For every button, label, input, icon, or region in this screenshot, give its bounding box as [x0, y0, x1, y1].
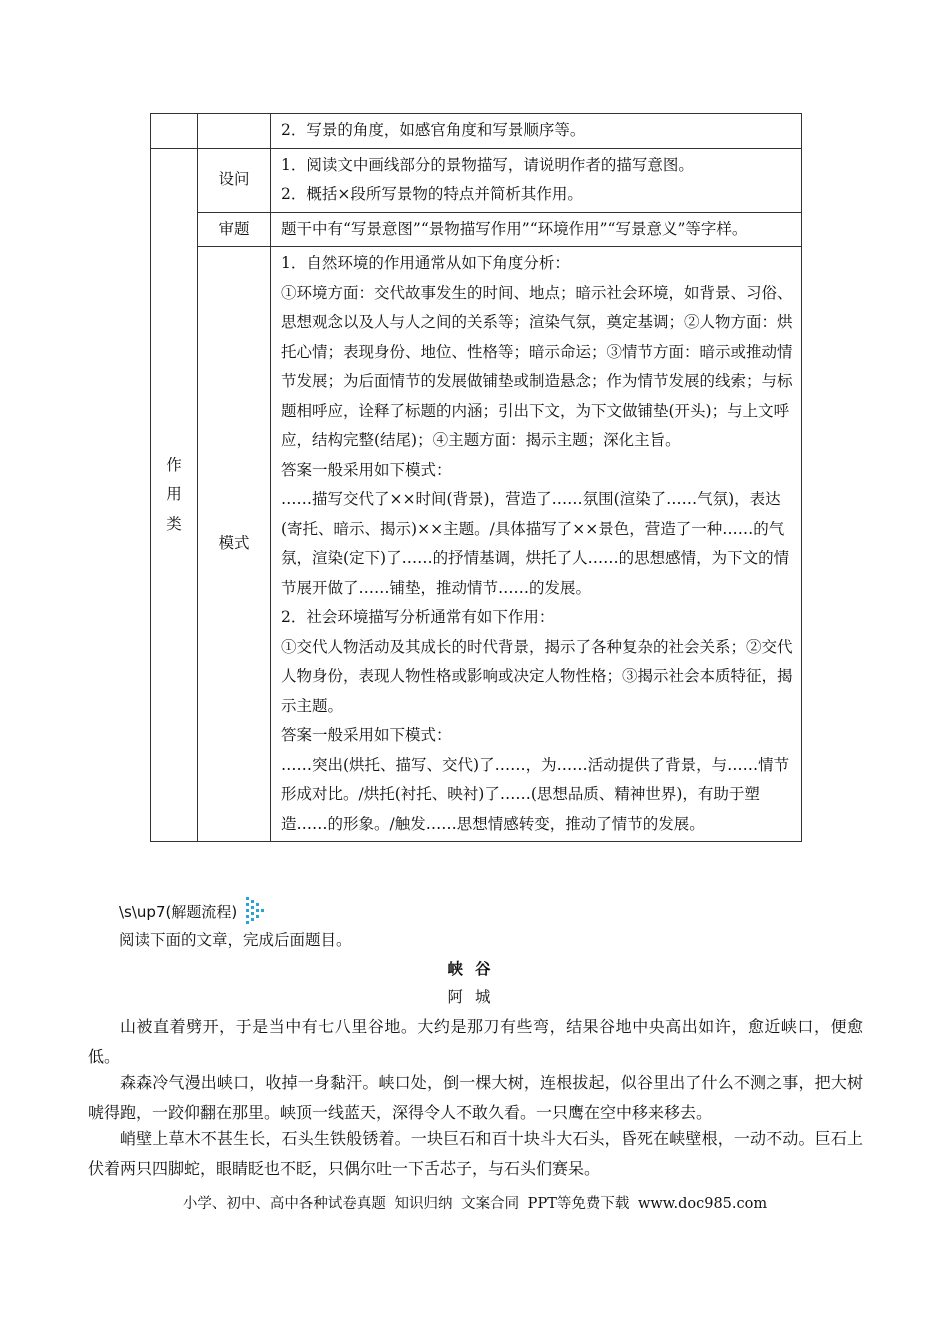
table-row [151, 247, 802, 842]
table-row [151, 114, 802, 149]
question-line: 2．概括×段所写景物的特点并简析其作用。 [281, 185, 583, 203]
table-row [151, 148, 802, 212]
empty-cell [198, 114, 271, 149]
review-cell [271, 212, 802, 247]
story-paragraph: 峭壁上草木不甚生长，石头生铁般锈着。一块巨石和百十块斗大石头，昏死在峡壁根，一动不动。巨石上伏着两只四脚蛇，眼睛眨也不眨，只偶尔吐一下舌芯子，与石头们赛呆。 [88, 1129, 863, 1178]
category-char: 类 [166, 514, 182, 533]
question-line: 1．阅读文中画线部分的景物描写，请说明作者的描写意图。 [281, 155, 694, 174]
pattern-line: 1．自然环境的作用通常从如下角度分析： [281, 254, 570, 272]
table-row [151, 212, 802, 247]
pattern-line: 2．社会环境描写分析通常有如下作用： [281, 608, 555, 626]
category-char: 作 [166, 455, 182, 474]
story-author: 阿城 [447, 988, 503, 1006]
row-label-question: 设问 [198, 148, 271, 212]
pattern-line: ……描写交代了××时间(背景)，营造了……氛围(渲染了……气氛)，表达(寄托、暗示、揭示)××主题。/具体描写了××景色，营造了一种……的气氛，渲染(定下)了……的抒情基调，烘托了人……的思想感情，为下文的情节展开做了……铺垫，推动情节……的发展。 [281, 490, 790, 597]
angle-cell [271, 114, 802, 149]
pattern-line: ①环境方面：交代故事发生的时间、地点；暗示社会环境，如背景、习俗、思想观念以及人与人之间的关系等；渲染气氛，奠定基调；②人物方面：烘托心情；表现身份、地位、性格等；暗示命运；③情节方面：暗示或推动情节发展；为后面情节的发展做铺垫或制造悬念；作为情节发展的线索；与标题相呼应，诠释了标题的内涵；引出下文，为下文做铺垫(开头)；与上文呼应，结构完整(结尾)；④主题方面：揭示主题；深化主旨。 [281, 283, 793, 449]
category-cell [151, 148, 198, 842]
story-paragraph: 山被直着劈开，于是当中有七八里谷地。大约是那刀有些弯，结果谷地中央高出如许，愈近峡口，便愈低。 [88, 1017, 863, 1066]
footer-text: 小学、初中、高中各种试卷真题 知识归纳 文案合同 PPT等免费下载 www.doc985.com [182, 1196, 768, 1212]
flow-label-text: \s\up7(解题流程) [119, 902, 238, 921]
row-label-review: 审题 [198, 212, 271, 247]
chevron-dots-icon [245, 896, 265, 926]
method-table [150, 113, 802, 842]
pattern-line: 答案一般采用如下模式： [281, 460, 452, 479]
pattern-cell [271, 247, 802, 842]
pattern-line: 答案一般采用如下模式： [281, 726, 452, 744]
story-title: 峡谷 [447, 959, 503, 978]
pattern-line: ……突出(烘托、描写、交代)了……，为……活动提供了背景，与……情节形成对比。/烘托(衬托、映衬)了……(思想品质、精神世界)，有助于塑造……的形象。/触发……思想情感转变，推动了情节的发展。 [281, 755, 790, 833]
row-label-pattern: 模式 [198, 247, 271, 842]
pattern-line: ①交代人物活动及其成长的时代背景，揭示了各种复杂的社会关系；②交代人物身份，表现人物性格或影响或决定人物性格；③揭示社会本质特征，揭示主题。 [281, 637, 793, 715]
review-line: 题干中有“写景意图”“景物描写作用”“环境作用”“写景意义”等字样。 [281, 219, 748, 238]
solution-flow-label [119, 896, 265, 926]
question-cell [271, 148, 802, 212]
instruction-text: 阅读下面的文章，完成后面题目。 [119, 931, 352, 949]
story-paragraph: 森森冷气漫出峡口，收掉一身黏汗。峡口处，倒一棵大树，连根拔起，似谷里出了什么不测之事，把大树唬得跑，一跤仰翻在那里。峡顶一线蓝天，深得令人不敢久看。一只鹰在空中移来移去。 [88, 1073, 863, 1122]
angle-text: 2．写景的角度，如感官角度和写景顺序等。 [281, 121, 586, 139]
empty-cell [151, 114, 198, 149]
category-char: 用 [166, 485, 182, 503]
